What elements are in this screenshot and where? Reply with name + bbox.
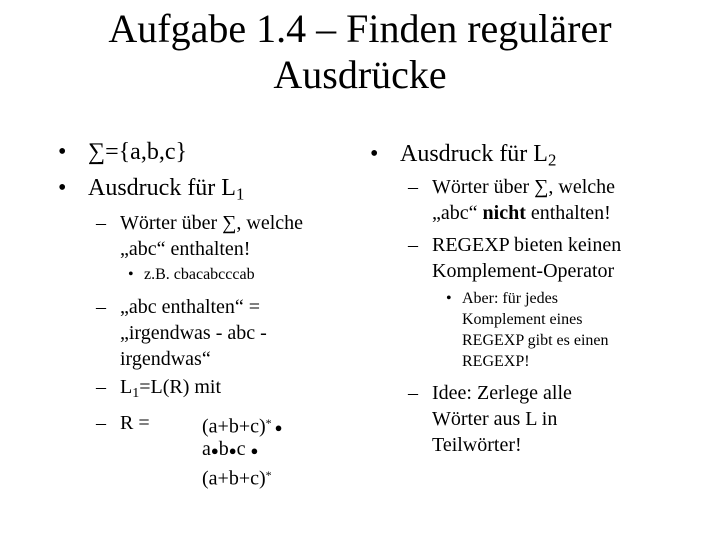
complement-note (462, 288, 609, 372)
bullet-icon: • (370, 141, 379, 167)
regex-b: b (218, 438, 229, 460)
words-without-line-2-post: enthalten! (525, 202, 611, 224)
complement-note-line-4: REGEXP! (462, 353, 530, 370)
regex-line-1-text: (a+b+c) (202, 415, 266, 438)
slide-title-line-2: Ausdrücke (273, 52, 447, 97)
words-over-line-1: Wörter über ∑, welche (120, 212, 304, 234)
concat-dot-icon: ● (274, 420, 283, 436)
idea-line-1: Idee: Zerlege alle (432, 382, 572, 404)
dash-icon: – (408, 176, 418, 198)
l1-heading-subscript: 1 (235, 184, 245, 204)
l2-heading (400, 140, 556, 175)
idea-line-3: Teilwörter! (432, 434, 522, 456)
complement-note-line-2: Komplement eines (462, 311, 583, 328)
dash-icon: – (96, 412, 106, 434)
words-without-abc-item (432, 174, 615, 226)
dash-icon: – (96, 376, 106, 398)
regex-line-3-text: (a+b+c) (202, 467, 266, 490)
dash-icon: – (96, 296, 106, 318)
contains-line-1: „abc enthalten“ = (120, 296, 261, 318)
l1-eq-pre: L (120, 376, 133, 398)
complement-note-line-1: Aber: für jedes (462, 290, 558, 307)
l1-heading (88, 174, 244, 209)
no-complement-item (432, 232, 621, 284)
regex-c: c (236, 438, 246, 460)
regex-a: a (202, 438, 211, 460)
slide-title-line-1: Aufgabe 1.4 – Finden regulärer (108, 6, 612, 51)
bullet-icon: • (58, 175, 67, 201)
slide-title (0, 6, 720, 98)
regex-line-3 (202, 462, 272, 491)
l2-heading-subscript: 2 (547, 150, 557, 170)
dash-icon: – (408, 234, 418, 256)
concat-dot-icon: ● (250, 443, 259, 458)
no-complement-line-2: Komplement-Operator (432, 260, 615, 282)
words-over-line-2: „abc“ enthalten! (120, 238, 251, 260)
l1-equation (120, 374, 221, 407)
words-without-line-2 (432, 200, 615, 226)
kleene-star-icon: * (265, 416, 272, 430)
example-word: z.B. cbacabcccab (144, 266, 255, 283)
concat-dot-icon: ● (228, 443, 237, 458)
words-without-line-2-pre: „abc“ (432, 202, 483, 224)
idea-item (432, 380, 572, 458)
concat-dot-icon: ● (210, 443, 219, 458)
regex-line-2 (202, 436, 258, 464)
bullet-icon: • (446, 290, 452, 307)
not-emphasis: nicht (482, 202, 526, 224)
words-over-alphabet-item (120, 210, 303, 262)
contains-line-2: „irgendwas - abc - (120, 322, 267, 344)
contains-line-3: irgendwas“ (120, 348, 211, 370)
dash-icon: – (408, 382, 418, 404)
contains-abc-item (120, 294, 267, 372)
l1-eq-subscript: 1 (132, 385, 140, 401)
kleene-star-icon: * (265, 468, 272, 482)
l1-eq-post: =L(R) mit (139, 376, 222, 398)
dash-icon: – (96, 212, 106, 234)
alphabet-definition: ∑={a,b,c} (88, 139, 187, 165)
bullet-icon: • (58, 139, 67, 165)
l1-heading-text: Ausdruck für L (88, 175, 236, 201)
r-label: R = (120, 412, 150, 434)
bullet-icon: • (128, 266, 134, 283)
idea-line-2: Wörter aus L in (432, 408, 558, 430)
l2-heading-text: Ausdruck für L (400, 141, 548, 167)
complement-note-line-3: REGEXP gibt es einen (462, 332, 609, 349)
words-without-line-1: Wörter über ∑, welche (432, 176, 616, 198)
no-complement-line-1: REGEXP bieten keinen (432, 234, 622, 256)
